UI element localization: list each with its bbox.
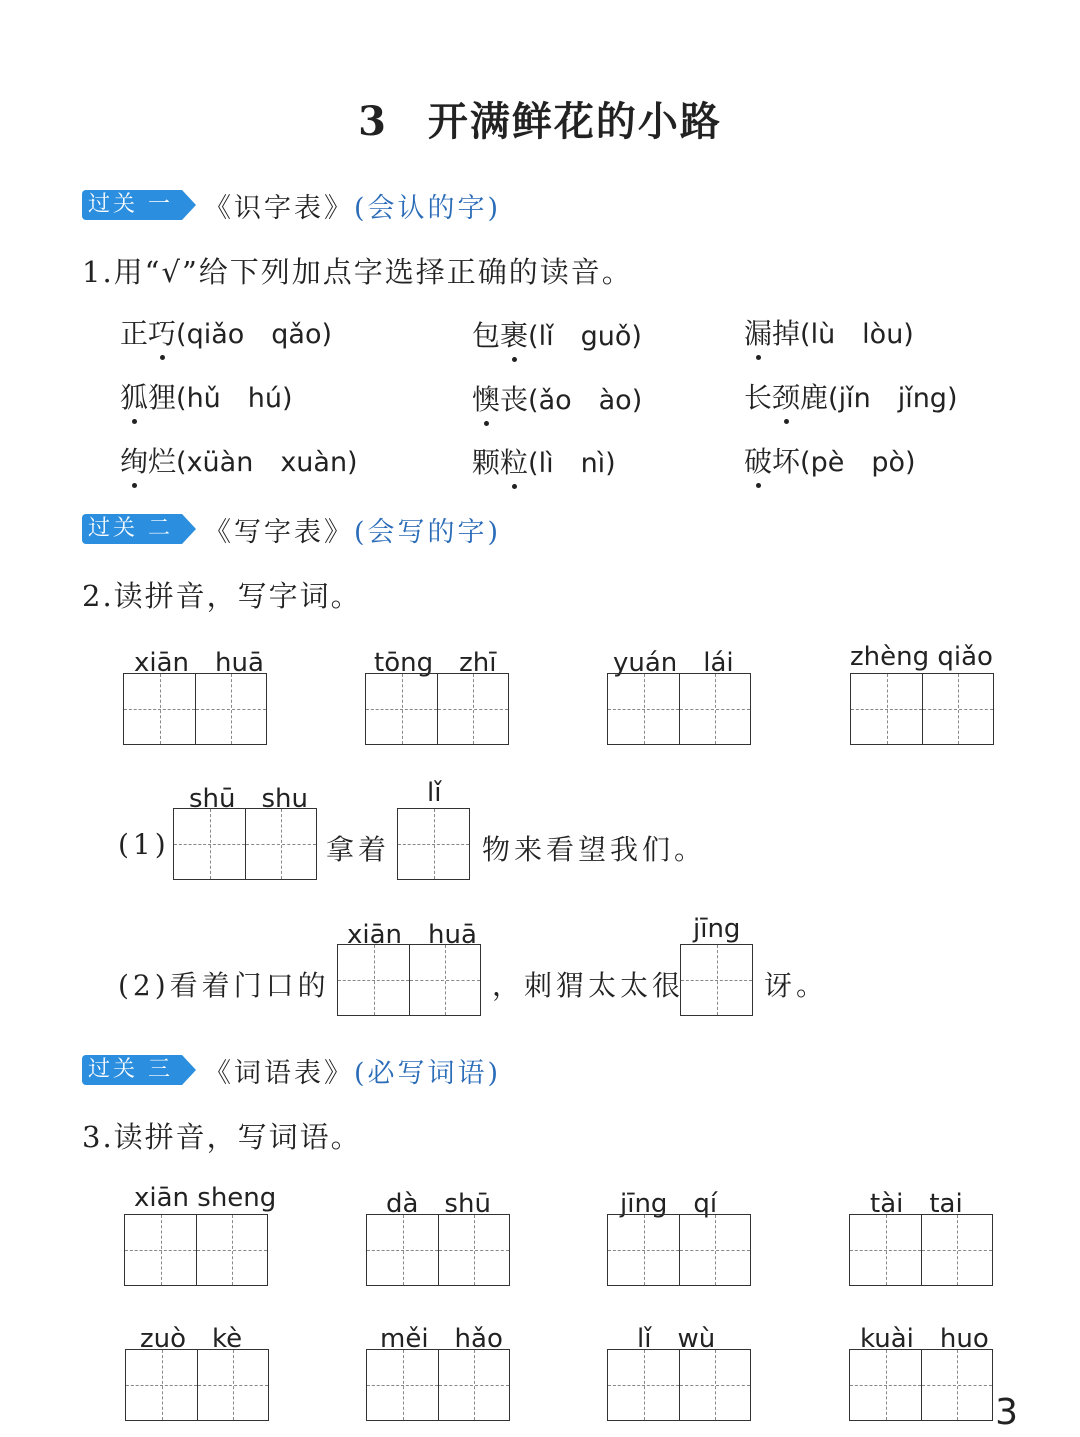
writing-box[interactable] bbox=[125, 1349, 269, 1421]
writing-box[interactable] bbox=[849, 1214, 993, 1286]
pinyin-label: tōng zhī bbox=[374, 648, 497, 678]
writing-box[interactable] bbox=[850, 673, 994, 745]
writing-box[interactable] bbox=[680, 944, 753, 1016]
sentence-text: 物来看望我们。 bbox=[482, 833, 707, 866]
sentence-text: 拿着 bbox=[326, 833, 391, 866]
q1-item: 狐狸(hǔ hú) bbox=[120, 381, 293, 414]
q1-item: 懊丧(ǎo ào) bbox=[472, 383, 643, 416]
dotted-char: 懊 bbox=[472, 383, 501, 416]
q1-item: 破坏(pè pò) bbox=[744, 445, 916, 478]
pinyin-label: xiān huā bbox=[347, 920, 477, 950]
sentence-text: 讶。 bbox=[764, 969, 829, 1002]
dotted-char: 巧 bbox=[148, 317, 177, 350]
question-2-prompt: 2.读拼音，写字词。 bbox=[82, 579, 362, 613]
section-subtitle: (会写的字) bbox=[354, 516, 502, 548]
pinyin-label: dà shū bbox=[386, 1189, 491, 1219]
pinyin-label: měi hǎo bbox=[380, 1324, 503, 1354]
page-title bbox=[0, 90, 1080, 147]
dotted-char: 绚 bbox=[120, 445, 149, 478]
pinyin-label: jīng qí bbox=[620, 1189, 718, 1219]
writing-box[interactable] bbox=[397, 808, 470, 880]
pinyin-label: yuán lái bbox=[613, 648, 734, 678]
q1-item: 绚烂(xüàn xuàn) bbox=[120, 445, 358, 478]
q1-item: 漏掉(lù lòu) bbox=[744, 317, 914, 350]
writing-box[interactable] bbox=[366, 1214, 510, 1286]
q1-item: 长颈鹿(jǐn jǐng) bbox=[744, 381, 958, 414]
pinyin-label: xiān huā bbox=[134, 648, 264, 678]
section-header-1 bbox=[82, 188, 501, 222]
writing-box[interactable] bbox=[124, 1214, 268, 1286]
pinyin-label: zuò kè bbox=[140, 1324, 243, 1354]
section-header-2 bbox=[82, 512, 501, 546]
sentence-text: ，刺猬太太很 bbox=[492, 969, 685, 1002]
sentence-label: (2)看着门口的 bbox=[118, 969, 330, 1002]
writing-box[interactable] bbox=[849, 1349, 993, 1421]
question-3-prompt: 3.读拼音，写词语。 bbox=[82, 1120, 362, 1154]
section-badge: 过关 一 bbox=[82, 190, 182, 220]
dotted-char: 颈 bbox=[772, 381, 801, 414]
section-title: 《词语表》 bbox=[204, 1057, 354, 1089]
section-badge: 过关 三 bbox=[82, 1055, 182, 1085]
pinyin-label: lǐ wù bbox=[637, 1324, 716, 1354]
section-subtitle: (必写词语) bbox=[354, 1057, 502, 1089]
writing-box[interactable] bbox=[607, 1349, 751, 1421]
dotted-char: 裹 bbox=[500, 319, 529, 352]
writing-box[interactable] bbox=[365, 673, 509, 745]
section-title: 《写字表》 bbox=[204, 516, 354, 548]
writing-box[interactable] bbox=[173, 808, 317, 880]
lesson-number: 3 bbox=[358, 98, 388, 145]
pinyin-label: shū shu bbox=[189, 784, 309, 814]
writing-box[interactable] bbox=[607, 673, 751, 745]
lesson-title: 开满鲜花的小路 bbox=[427, 98, 722, 145]
dotted-char: 漏 bbox=[744, 317, 773, 350]
sentence-label: (1) bbox=[118, 828, 170, 861]
dotted-char: 狐 bbox=[120, 381, 149, 414]
writing-box[interactable] bbox=[123, 673, 267, 745]
pinyin-label: xiān sheng bbox=[134, 1183, 277, 1213]
section-subtitle: (会认的字) bbox=[354, 192, 502, 224]
pinyin-label: jīng bbox=[693, 914, 741, 944]
writing-box[interactable] bbox=[366, 1349, 510, 1421]
page-number: 3 bbox=[995, 1392, 1018, 1433]
pinyin-label: tài tai bbox=[870, 1189, 963, 1219]
dotted-char: 破 bbox=[744, 445, 773, 478]
section-badge: 过关 二 bbox=[82, 514, 182, 544]
pinyin-label: zhèng qiǎo bbox=[850, 642, 993, 672]
q1-item: 包裹(lǐ guǒ) bbox=[472, 319, 642, 352]
section-header-3 bbox=[82, 1053, 501, 1087]
q1-item: 颗粒(lì nì) bbox=[472, 446, 616, 479]
writing-box[interactable] bbox=[607, 1214, 751, 1286]
question-1-prompt: 1.用“√”给下列加点字选择正确的读音。 bbox=[82, 255, 633, 289]
q1-item: 正巧(qiǎo qǎo) bbox=[120, 317, 333, 350]
dotted-char: 粒 bbox=[500, 446, 529, 479]
pinyin-label: lǐ bbox=[427, 778, 442, 808]
section-title: 《识字表》 bbox=[204, 192, 354, 224]
pinyin-label: kuài huo bbox=[860, 1324, 989, 1354]
writing-box[interactable] bbox=[337, 944, 481, 1016]
